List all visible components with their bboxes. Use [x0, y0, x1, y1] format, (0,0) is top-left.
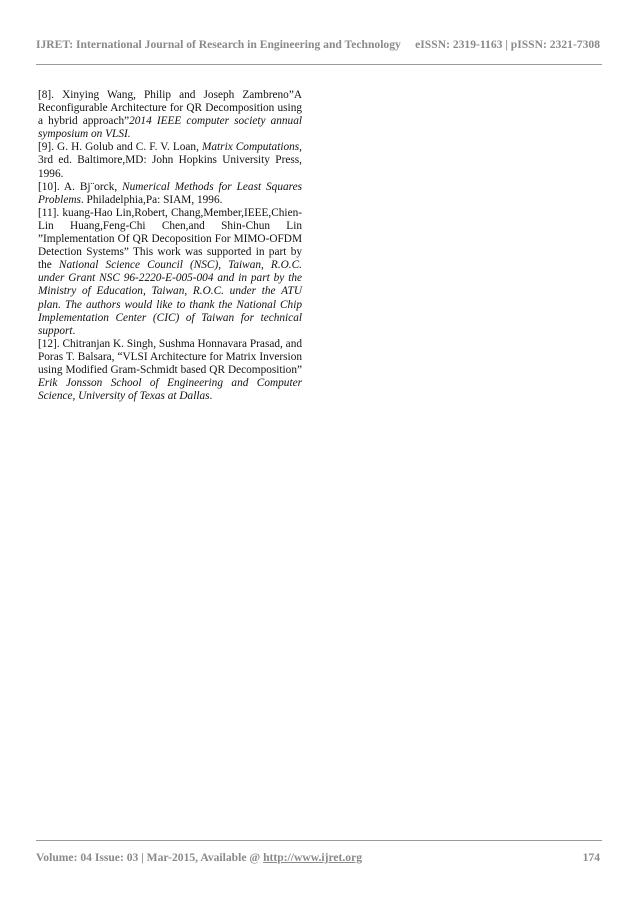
volume-info	[36, 851, 362, 864]
running-footer	[36, 851, 600, 867]
reference-text: . Philadelphia,Pa: SIAM, 1996.	[80, 193, 223, 206]
reference-text: .	[72, 324, 76, 337]
reference-item	[38, 207, 302, 338]
reference-item	[38, 89, 302, 141]
running-header	[36, 38, 600, 56]
reference-italic-text: 2014 IEEE computer society annual symposium on VLSI.	[38, 115, 302, 141]
reference-italic-text: Erik Jonsson School of Engineering and Computer Science, University of Texas at Dallas	[38, 377, 302, 403]
page-number: 174	[582, 851, 600, 864]
journal-title: IJRET: International Journal of Research in Engineering and Technology	[36, 38, 401, 51]
reference-italic-text: Numerical Methods for Least Squares Problems	[38, 180, 302, 206]
journal-url-link[interactable]: http://www.ijret.org	[263, 851, 363, 864]
reference-item	[38, 181, 302, 207]
reference-text: , 3rd ed. Baltimore,MD: John Hopkins University Press, 1996.	[38, 141, 302, 180]
reference-text: [12]. Chitranjan K. Singh, Sushma Honnavara Prasad, and Poras T. Balsara, “VLSI Architecture for Matrix Inversion using Modified Gram-Schmidt based QR Decomposition”	[38, 337, 302, 376]
reference-italic-text: Matrix Computations	[201, 141, 300, 154]
reference-item	[38, 141, 302, 180]
reference-text: [10]. A. Bj¨orck,	[38, 180, 123, 193]
reference-item	[38, 338, 302, 403]
issn-info: eISSN: 2319-1163 | pISSN: 2321-7308	[415, 38, 600, 51]
reference-list	[38, 89, 302, 403]
reference-italic-text: National Science Council (NSC), Taiwan, R.O.C. under Grant NSC 96-2220-E-005-004 and in part by the Ministry of Education, Taiwan, R.O.C. under the ATU plan. The authors would like to thank the National Chip Implementation Center (CIC) of Taiwan for technical support	[38, 259, 302, 337]
reference-text: [11]. kuang-Hao Lin,Robert, Chang,Member,IEEE,Chien-Lin Huang,Feng-Chi Chen,and Shin-Chun Lin ”Implementation Of QR Decoposition For MIMO-OFDM Detection Systems” This work was supported in part by the	[38, 206, 302, 272]
reference-text: .	[209, 390, 213, 403]
reference-text: [9]. G. H. Golub and C. F. V. Loan,	[38, 141, 202, 154]
reference-text: [8]. Xinying Wang, Philip and Joseph Zambreno”A Reconfigurable Architecture for QR Decomposition using a hybrid approach”	[38, 89, 302, 128]
footer-rule	[36, 840, 602, 841]
header-rule	[36, 64, 602, 65]
volume-text: Volume: 04 Issue: 03 | Mar-2015, Available @	[36, 851, 264, 864]
